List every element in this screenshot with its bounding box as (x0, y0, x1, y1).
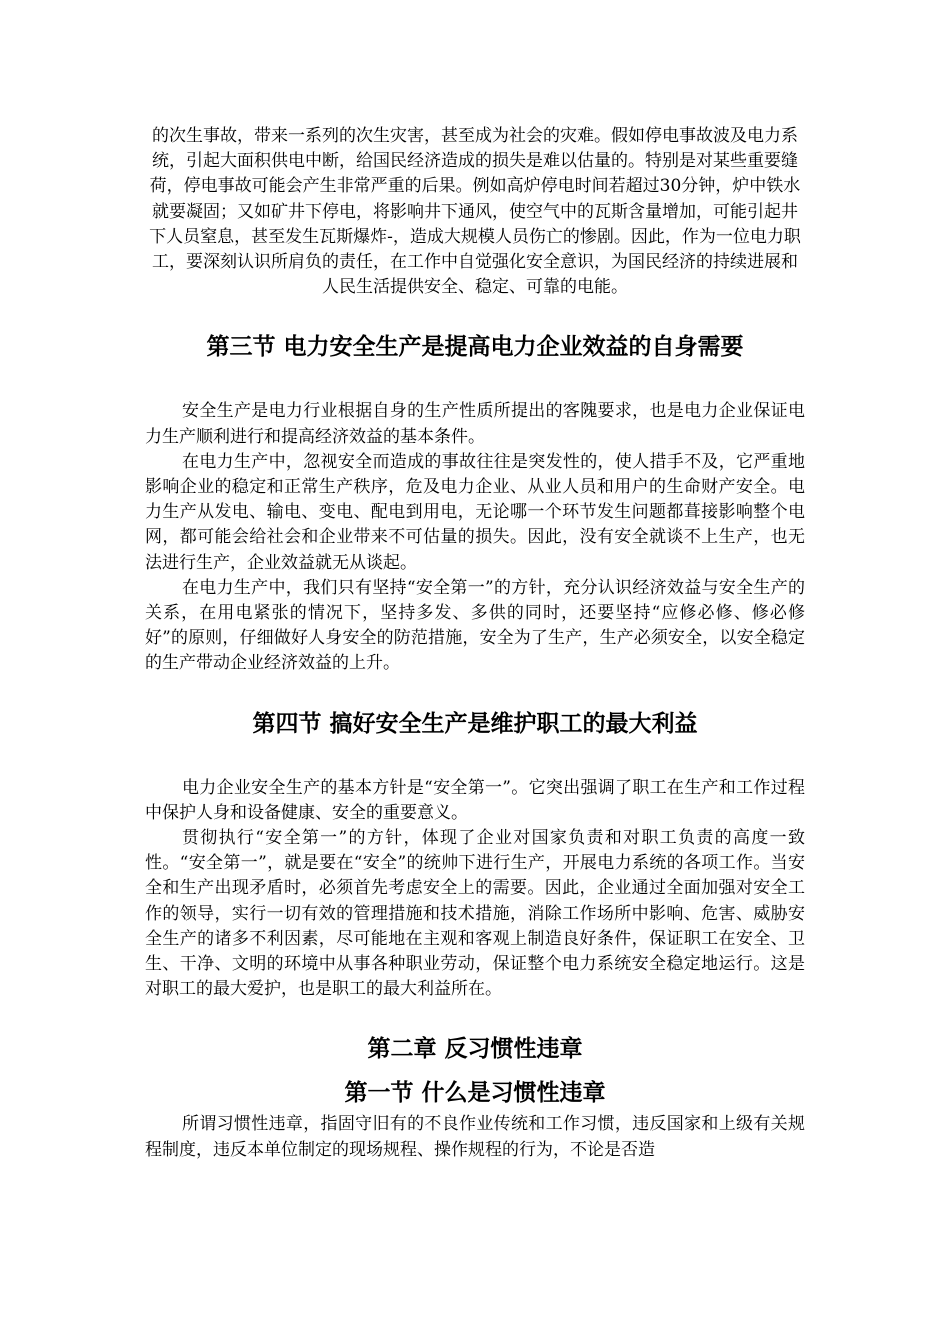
section-3-paragraph-2: 在电力生产中，忽视安全而造成的事故往往是突发性的，使人措手不及，它严重地影响企业的稳定和正常生产秩序，危及电力企业、从业人员和用户的生命财产安全。电力生产从发电、输电、变电、配电到用电，无论哪一个环节发生问题都葺接影响整个电网，都可能会给社会和企业带来不可估量的损失。因此，没有安全就谈不上生产，也无法进行生产，企业效益就无从谈起。 (145, 451, 805, 573)
intro-paragraph: 的次生事故，带来一系列的次生灾害，甚至成为社会的灾难。假如停电事故波及电力系统，引起大面积供电中断，给国民经济造成的损失是难以估量的。特别是对某些重要缝荷，停电事故可能会产生非常严重的后果。例如高炉停电时间若超过30分钟，炉中铁水就要凝固；又如矿井下停电，将影响井下通风，使空气中的瓦斯含量增加，可能引起井下人员窒息，甚至发生瓦斯爆炸-，造成大规模人员伤亡的惨剧。因此，作为一位电力职工，要深刻认识所肩负的责任，在工作中自觉强化安全意识，为国民经济的持续进展和人民生活提供安全、稳定、可靠的电能。 (149, 126, 801, 298)
chapter-2-section-1-paragraph-1: 所谓习惯性违章，指固守旧有的不良作业传统和工作习惯，违反国家和上级有关规程制度，违反本单位制定的现场规程、操作规程的行为，不论是否造 (145, 1114, 805, 1160)
chapter-2-section-1-title: 第一节 什么是习惯性违章 (344, 1080, 606, 1107)
chapter-2-title: 第二章 反习惯性违章 (367, 1036, 583, 1063)
section-3-paragraph-3: 在电力生产中，我们只有坚持“安全第一”的方针，充分认识经济效益与安全生产的关系，在用电紧张的情况下，坚持多发、多供的同时，还要坚持“应修必修、修必修好”的原则，仔细做好人身安全的防范措施，安全为了生产，生产必须安全，以安全稳定的生产带动企业经济效益的上升。 (145, 577, 805, 674)
section-3-title: 第三节 电力安全生产是提高电力企业效益的自身需要 (206, 334, 744, 361)
section-4-paragraph-2: 贯彻执行“安全第一”的方针，体现了企业对国家负责和对职工负责的高度一致性。“安全第一”，就是要在“安全”的统帅下进行生产，开展电力系统的各项工作。当安全和生产出现矛盾时，必须首先考虑安全上的需要。因此，企业通过全面加强对安全工作的领导，实行一切有效的管理措施和技术措施，消除工作场所中影响、危害、威胁安全生产的诸多不利因素，尽可能地在主观和客观上制造良好条件，保证职工在安全、卫生、干净、文明的环境中从事各种职业劳动，保证整个电力系统安全稳定地运行。这是对职工的最大爱护，也是职工的最大利益所在。 (145, 828, 805, 1000)
section-3-paragraph-1: 安全生产是电力行业根据自身的生产性质所提出的客隗要求，也是电力企业保证电力生产顺利进行和提高经济效益的基本条件。 (145, 401, 805, 447)
section-4-paragraph-1: 电力企业安全生产的基本方针是“安全第一”。它突出强调了职工在生产和工作过程中保护人身和设备健康、安全的重要意义。 (145, 777, 805, 823)
document-page (145, 124, 805, 1163)
section-4-title: 第四节 搞好安全生产是维护职工的最大利益 (252, 710, 698, 737)
